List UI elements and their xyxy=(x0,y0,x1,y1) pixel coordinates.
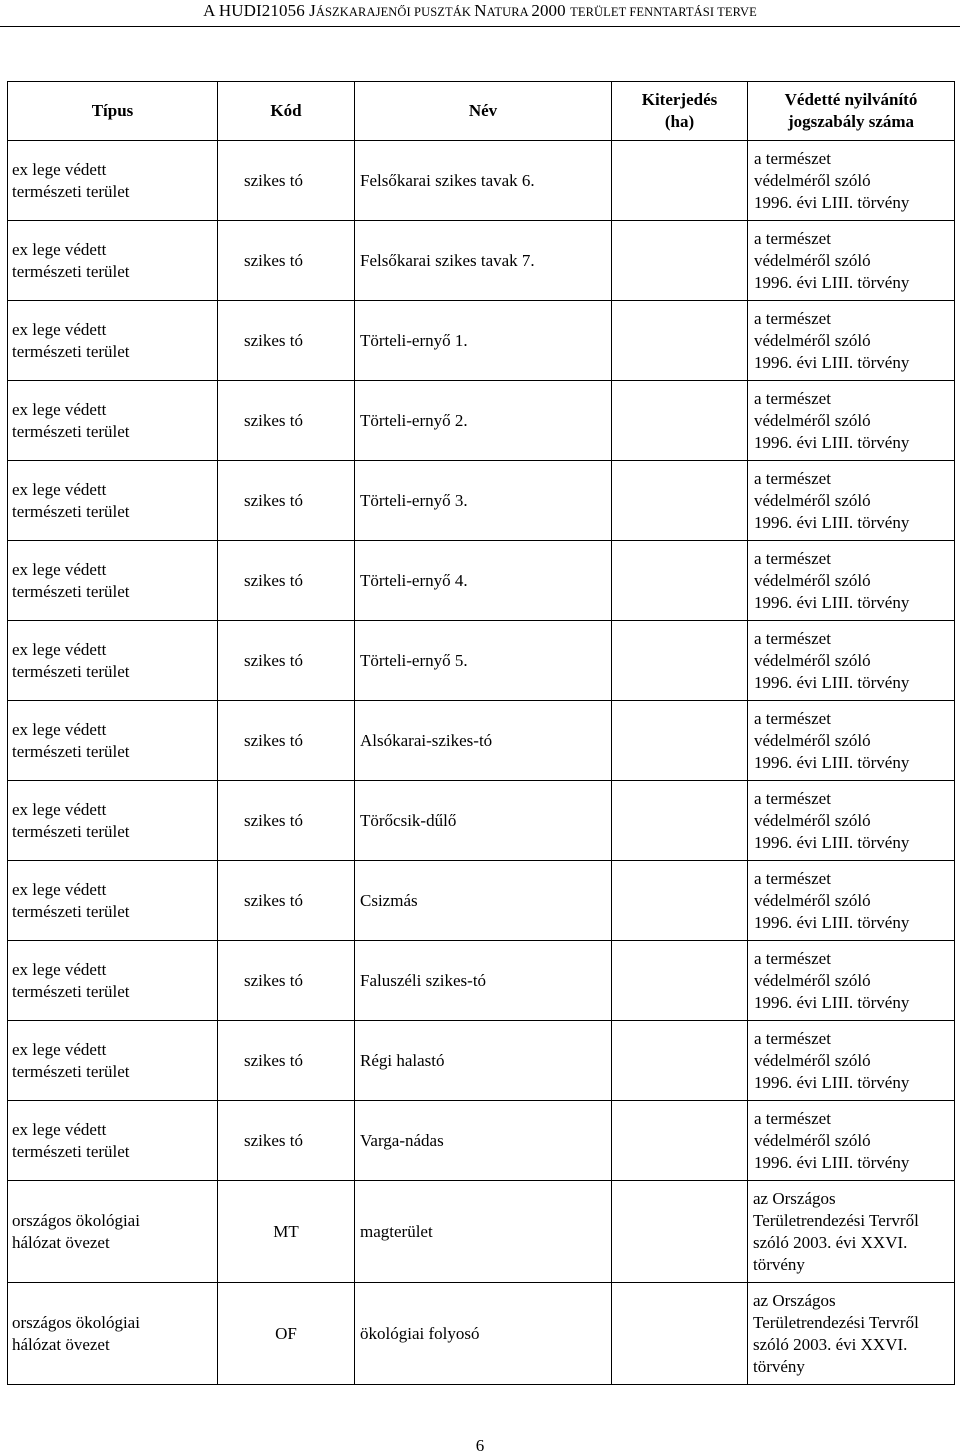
header-text: ATURA xyxy=(486,5,532,19)
cell-text: védelméről szóló xyxy=(754,730,871,750)
cell-text: természeti terület xyxy=(12,1061,130,1081)
column-header-line: Kiterjedés xyxy=(641,90,718,109)
table-row xyxy=(8,141,955,221)
cell-text: védelméről szóló xyxy=(754,970,871,990)
table-row xyxy=(8,1283,955,1385)
cell-jogszabaly xyxy=(748,1181,955,1283)
cell-text: védelméről szóló xyxy=(754,1050,871,1070)
cell-nev: ökológiai folyosó xyxy=(355,1283,612,1385)
cell-text: természeti terület xyxy=(12,421,130,441)
cell-jogszabaly xyxy=(748,701,955,781)
cell-text: törvény xyxy=(753,1254,805,1274)
cell-kod: szikes tó xyxy=(218,1021,355,1101)
page-number: 6 xyxy=(475,1436,485,1455)
protected-areas-table xyxy=(7,81,955,1385)
cell-jogszabaly xyxy=(748,141,955,221)
cell-kod: szikes tó xyxy=(218,781,355,861)
cell-text: ex lege védett xyxy=(12,319,107,339)
cell-text: ex lege védett xyxy=(12,719,107,739)
table-row xyxy=(8,221,955,301)
cell-text: a természet xyxy=(754,148,831,168)
cell-text: 1996. évi LIII. törvény xyxy=(754,352,910,372)
cell-nev: Csizmás xyxy=(355,861,612,941)
cell-text: ex lege védett xyxy=(12,1039,107,1059)
cell-kiterjedes xyxy=(612,141,748,221)
cell-nev: Felsőkarai szikes tavak 7. xyxy=(355,221,612,301)
cell-text: 1996. évi LIII. törvény xyxy=(754,272,910,292)
cell-tipus xyxy=(8,621,218,701)
table-row xyxy=(8,861,955,941)
cell-tipus xyxy=(8,1021,218,1101)
cell-kod: szikes tó xyxy=(218,701,355,781)
cell-text: országos ökológiai xyxy=(12,1210,140,1230)
cell-kiterjedes xyxy=(612,461,748,541)
cell-kiterjedes xyxy=(612,541,748,621)
cell-text: természeti terület xyxy=(12,501,130,521)
cell-jogszabaly xyxy=(748,861,955,941)
cell-tipus xyxy=(8,541,218,621)
cell-text: természeti terület xyxy=(12,821,130,841)
table-row xyxy=(8,461,955,541)
cell-kiterjedes xyxy=(612,381,748,461)
cell-text: országos ökológiai xyxy=(12,1312,140,1332)
cell-text: szóló 2003. évi XXVI. xyxy=(753,1232,908,1252)
cell-text: ex lege védett xyxy=(12,159,107,179)
cell-text: 1996. évi LIII. törvény xyxy=(754,592,910,612)
cell-text: a természet xyxy=(754,1108,831,1128)
column-header-tipus: Típus xyxy=(8,82,218,141)
cell-kiterjedes xyxy=(612,1181,748,1283)
cell-kiterjedes xyxy=(612,941,748,1021)
table-row xyxy=(8,381,955,461)
cell-tipus xyxy=(8,1101,218,1181)
cell-text: ex lege védett xyxy=(12,959,107,979)
table-row xyxy=(8,1101,955,1181)
cell-kod: szikes tó xyxy=(218,381,355,461)
cell-jogszabaly xyxy=(748,621,955,701)
cell-text: a természet xyxy=(754,708,831,728)
cell-text: törvény xyxy=(753,1356,805,1376)
cell-text: természeti terület xyxy=(12,901,130,921)
cell-nev: Törőcsik-dűlő xyxy=(355,781,612,861)
table-row xyxy=(8,701,955,781)
cell-jogszabaly xyxy=(748,941,955,1021)
cell-tipus xyxy=(8,381,218,461)
cell-text: a természet xyxy=(754,868,831,888)
cell-kiterjedes xyxy=(612,621,748,701)
cell-text: az Országos xyxy=(753,1188,836,1208)
cell-text: 1996. évi LIII. törvény xyxy=(754,992,910,1012)
table-row xyxy=(8,781,955,861)
table-row xyxy=(8,541,955,621)
cell-text: 1996. évi LIII. törvény xyxy=(754,512,910,532)
cell-tipus xyxy=(8,141,218,221)
cell-nev: magterület xyxy=(355,1181,612,1283)
cell-kiterjedes xyxy=(612,221,748,301)
cell-text: 1996. évi LIII. törvény xyxy=(754,192,910,212)
cell-text: a természet xyxy=(754,788,831,808)
cell-kiterjedes xyxy=(612,301,748,381)
cell-text: védelméről szóló xyxy=(754,810,871,830)
column-header-line: jogszabály száma xyxy=(787,112,915,131)
cell-nev: Törteli-ernyő 1. xyxy=(355,301,612,381)
cell-text: ex lege védett xyxy=(12,879,107,899)
cell-text: ex lege védett xyxy=(12,799,107,819)
cell-text: Területrendezési Tervről xyxy=(753,1312,919,1332)
cell-kod: szikes tó xyxy=(218,221,355,301)
cell-kiterjedes xyxy=(612,861,748,941)
cell-text: az Országos xyxy=(753,1290,836,1310)
header-text: TERÜLET FENNTARTÁSI TERVE xyxy=(570,5,757,19)
cell-kod: szikes tó xyxy=(218,941,355,1021)
column-header-line: (ha) xyxy=(664,112,695,131)
table-row xyxy=(8,1021,955,1101)
cell-text: ex lege védett xyxy=(12,1119,107,1139)
cell-tipus xyxy=(8,941,218,1021)
cell-nev: Faluszéli szikes-tó xyxy=(355,941,612,1021)
column-header-kod: Kód xyxy=(218,82,355,141)
column-header-line: Védetté nyilvánító xyxy=(784,90,918,109)
cell-jogszabaly xyxy=(748,541,955,621)
cell-text: szóló 2003. évi XXVI. xyxy=(753,1334,908,1354)
cell-text: hálózat övezet xyxy=(12,1334,110,1354)
cell-text: természeti terület xyxy=(12,181,130,201)
cell-text: ex lege védett xyxy=(12,239,107,259)
cell-kod: szikes tó xyxy=(218,861,355,941)
column-header-nev: Név xyxy=(355,82,612,141)
cell-tipus xyxy=(8,301,218,381)
cell-text: védelméről szóló xyxy=(754,490,871,510)
cell-text: 1996. évi LIII. törvény xyxy=(754,912,910,932)
cell-text: védelméről szóló xyxy=(754,170,871,190)
cell-text: 1996. évi LIII. törvény xyxy=(754,1152,910,1172)
cell-text: védelméről szóló xyxy=(754,330,871,350)
cell-jogszabaly xyxy=(748,461,955,541)
cell-tipus xyxy=(8,1283,218,1385)
cell-kiterjedes xyxy=(612,1101,748,1181)
cell-kod: szikes tó xyxy=(218,461,355,541)
cell-text: a természet xyxy=(754,1028,831,1048)
cell-tipus xyxy=(8,781,218,861)
cell-text: a természet xyxy=(754,548,831,568)
table-row xyxy=(8,301,955,381)
cell-text: védelméről szóló xyxy=(754,1130,871,1150)
cell-nev: Varga-nádas xyxy=(355,1101,612,1181)
page-header xyxy=(0,0,960,27)
column-header-kiterjedes xyxy=(612,82,748,141)
cell-kod: MT xyxy=(218,1181,355,1283)
cell-text: a természet xyxy=(754,468,831,488)
cell-nev: Törteli-ernyő 2. xyxy=(355,381,612,461)
cell-jogszabaly xyxy=(748,1021,955,1101)
cell-text: védelméről szóló xyxy=(754,570,871,590)
table-row xyxy=(8,1181,955,1283)
header-text: ÁSZKARAJENŐI PUSZTÁK xyxy=(315,5,475,19)
cell-text: 1996. évi LIII. törvény xyxy=(754,672,910,692)
cell-text: hálózat övezet xyxy=(12,1232,110,1252)
header-text: A xyxy=(203,1,219,20)
table-row xyxy=(8,621,955,701)
cell-text: ex lege védett xyxy=(12,399,107,419)
cell-text: védelméről szóló xyxy=(754,650,871,670)
cell-kiterjedes xyxy=(612,781,748,861)
cell-text: védelméről szóló xyxy=(754,410,871,430)
cell-kod: szikes tó xyxy=(218,1101,355,1181)
cell-text: természeti terület xyxy=(12,741,130,761)
cell-jogszabaly xyxy=(748,301,955,381)
cell-tipus xyxy=(8,701,218,781)
cell-text: 1996. évi LIII. törvény xyxy=(754,1072,910,1092)
cell-text: természeti terület xyxy=(12,981,130,1001)
header-text: HUDI21056 J xyxy=(218,1,316,20)
cell-text: védelméről szóló xyxy=(754,890,871,910)
cell-text: természeti terület xyxy=(12,581,130,601)
cell-jogszabaly xyxy=(748,381,955,461)
cell-kiterjedes xyxy=(612,1283,748,1385)
cell-text: ex lege védett xyxy=(12,479,107,499)
cell-text: természeti terület xyxy=(12,661,130,681)
cell-kod: OF xyxy=(218,1283,355,1385)
cell-jogszabaly xyxy=(748,781,955,861)
cell-kod: szikes tó xyxy=(218,301,355,381)
cell-kiterjedes xyxy=(612,1021,748,1101)
cell-nev: Törteli-ernyő 4. xyxy=(355,541,612,621)
header-text: 2000 xyxy=(531,1,571,20)
cell-nev: Alsókarai-szikes-tó xyxy=(355,701,612,781)
cell-tipus xyxy=(8,221,218,301)
cell-text: 1996. évi LIII. törvény xyxy=(754,752,910,772)
cell-kiterjedes xyxy=(612,701,748,781)
column-header-jogszabaly xyxy=(748,82,955,141)
cell-kod: szikes tó xyxy=(218,621,355,701)
cell-text: a természet xyxy=(754,228,831,248)
cell-nev: Törteli-ernyő 3. xyxy=(355,461,612,541)
cell-jogszabaly xyxy=(748,221,955,301)
cell-text: ex lege védett xyxy=(12,559,107,579)
cell-tipus xyxy=(8,861,218,941)
cell-text: Területrendezési Tervről xyxy=(753,1210,919,1230)
cell-text: 1996. évi LIII. törvény xyxy=(754,832,910,852)
cell-text: természeti terület xyxy=(12,261,130,281)
cell-text: természeti terület xyxy=(12,1141,130,1161)
cell-text: a természet xyxy=(754,388,831,408)
cell-jogszabaly xyxy=(748,1283,955,1385)
cell-text: a természet xyxy=(754,628,831,648)
cell-jogszabaly xyxy=(748,1101,955,1181)
cell-text: ex lege védett xyxy=(12,639,107,659)
table-row xyxy=(8,941,955,1021)
header-text: N xyxy=(474,1,487,20)
cell-tipus xyxy=(8,461,218,541)
cell-kod: szikes tó xyxy=(218,541,355,621)
cell-text: védelméről szóló xyxy=(754,250,871,270)
table-header-row xyxy=(8,82,955,141)
cell-nev: Régi halastó xyxy=(355,1021,612,1101)
cell-text: a természet xyxy=(754,308,831,328)
cell-text: 1996. évi LIII. törvény xyxy=(754,432,910,452)
cell-tipus xyxy=(8,1181,218,1283)
cell-kod: szikes tó xyxy=(218,141,355,221)
cell-nev: Felsőkarai szikes tavak 6. xyxy=(355,141,612,221)
cell-nev: Törteli-ernyő 5. xyxy=(355,621,612,701)
cell-text: a természet xyxy=(754,948,831,968)
cell-text: természeti terület xyxy=(12,341,130,361)
